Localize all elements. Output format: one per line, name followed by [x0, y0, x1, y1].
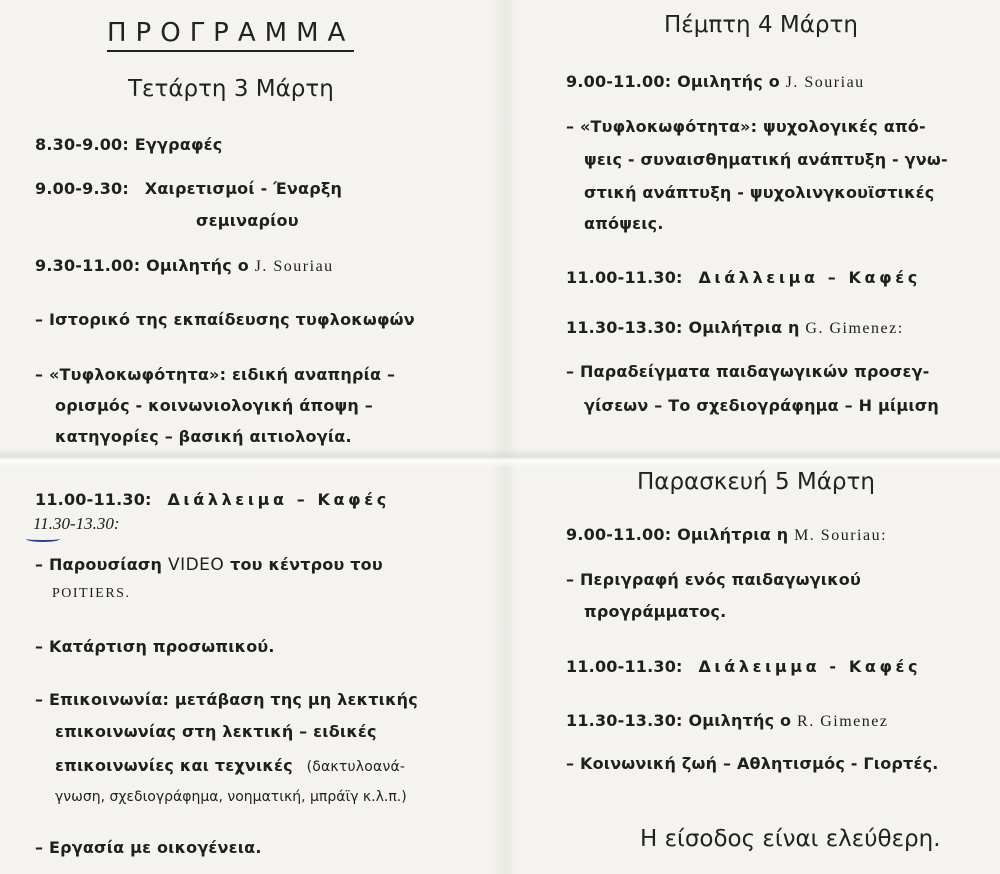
schedule-line — [35, 256, 334, 276]
slot-text: Ομιλήτρια η — [677, 525, 789, 544]
topic-line — [35, 555, 383, 575]
time-slot: 11.00-11.30: — [566, 268, 683, 287]
time-slot: 11.00-11.30: — [35, 490, 152, 509]
schedule-line — [35, 179, 342, 198]
time-slot: 9.00-11.00: — [566, 525, 672, 544]
topic-note-continued: γνωση, σχεδιογράφημα, νοηματική, μπράϊγ κ.λ.π.) — [55, 789, 407, 805]
video-word: VIDEO — [167, 555, 225, 575]
topic-text: του κέντρου του — [230, 555, 383, 574]
slot-text: Διάλειμμα - Καφές — [698, 657, 922, 676]
topic-line-continued: κατηγορίες – βασική αιτιολογία. — [55, 427, 352, 446]
time-slot: 9.00-9.30: — [35, 179, 129, 198]
slot-text: Ομιλητής ο — [146, 256, 249, 275]
horizontal-fold-crease — [0, 448, 1000, 468]
schedule-line — [566, 711, 888, 731]
topic-line: – Ιστορικό της εκπαίδευσης τυφλοκωφών — [35, 310, 415, 329]
topic-text: επικοινωνίες και τεχνικές — [55, 756, 293, 775]
slot-text: Ομιλήτρια η — [688, 318, 800, 337]
time-slot: 11.30-13.30: — [566, 711, 683, 730]
topic-text: – Παρουσίαση — [35, 555, 163, 574]
topic-line: – Επικοινωνία: μετάβαση της μη λεκτικής — [35, 690, 418, 709]
topic-line-continued — [55, 756, 405, 775]
topic-line: – Περιγραφή ενός παιδαγωγικού — [566, 570, 861, 589]
topic-line-continued: επικοινωνίας στη λεκτική – ειδικές — [55, 722, 377, 741]
speaker-name: G. Gimenez: — [805, 320, 904, 337]
topic-line-continued: γίσεων – Το σχεδιογράφημα – Η μίμιση — [584, 396, 940, 415]
schedule-line — [566, 318, 904, 338]
topic-line: – «Τυφλοκωφότητα»: ειδική αναπηρία – — [35, 365, 396, 384]
topic-line-continued: ορισμός - κοινωνιολογική άποψη – — [55, 396, 373, 415]
topic-line: – Κατάρτιση προσωπικού. — [35, 637, 275, 656]
program-title: ΠΡΟΓΡΑΜΜΑ — [107, 18, 354, 52]
topic-line: – Εργασία με οικογένεια. — [35, 838, 262, 857]
time-slot: 9.30-11.00: — [35, 256, 141, 275]
time-slot: 8.30-9.00: — [35, 135, 129, 154]
slot-text: Διάλλειμα – Καφές — [698, 268, 921, 287]
poitiers-text: POITIERS. — [52, 586, 131, 601]
day-heading-wednesday: Τετάρτη 3 Μάρτη — [128, 76, 334, 102]
day-heading-friday: Παρασκευή 5 Μάρτη — [637, 469, 875, 495]
speaker-name: J. Souriau — [254, 258, 334, 275]
time-slot: 9.00-11.00: — [566, 72, 672, 91]
schedule-line — [566, 72, 865, 92]
topic-line-continued: απόψεις. — [584, 214, 664, 233]
speaker-name: M. Souriau: — [794, 527, 888, 544]
slot-text: Διάλλειμα – Καφές — [167, 490, 390, 509]
topic-line-continued: ψεις - συναισθηματική ανάπτυξη - γνω- — [584, 150, 948, 169]
slot-text: Ομιλητής ο — [677, 72, 780, 91]
topic-note: (δακτυλοανά- — [306, 759, 406, 775]
free-entry-note: Η είσοδος είναι ελεύθερη. — [640, 826, 941, 852]
schedule-line — [566, 525, 887, 545]
speaker-name: R. Gimenez — [797, 713, 889, 730]
time-slot: 11.00-11.30: — [566, 657, 683, 676]
slot-text: Ομιλητής ο — [688, 711, 792, 730]
schedule-line — [566, 657, 921, 676]
slot-text: Χαιρετισμοί - Έναρξη — [144, 179, 343, 198]
topic-line: – Παραδείγματα παιδαγωγικών προσεγ- — [566, 362, 930, 381]
slot-text: Εγγραφές — [134, 135, 223, 154]
topic-line: – «Τυφλοκωφότητα»: ψυχολογικές από- — [566, 117, 926, 136]
day-heading-thursday: Πέμπτη 4 Μάρτη — [664, 12, 858, 38]
schedule-line — [35, 490, 390, 509]
topic-line-continued: στική ανάπτυξη - ψυχολινγκουϊστικές — [584, 183, 935, 202]
speaker-name: J. Souriau — [785, 74, 865, 91]
topic-line: – Κοινωνική ζωή – Αθλητισμός - Γιορτές. — [566, 754, 939, 773]
topic-line-continued: προγράμματος. — [584, 602, 727, 621]
slot-text-continued: σεμιναρίου — [196, 211, 299, 230]
handwritten-time: 11.30-13.30: — [33, 514, 120, 533]
schedule-line — [35, 135, 222, 154]
handwritten-underline — [26, 536, 60, 542]
schedule-line — [566, 268, 921, 287]
vertical-fold-crease — [492, 0, 518, 874]
time-slot: 11.30-13.30: — [566, 318, 683, 337]
